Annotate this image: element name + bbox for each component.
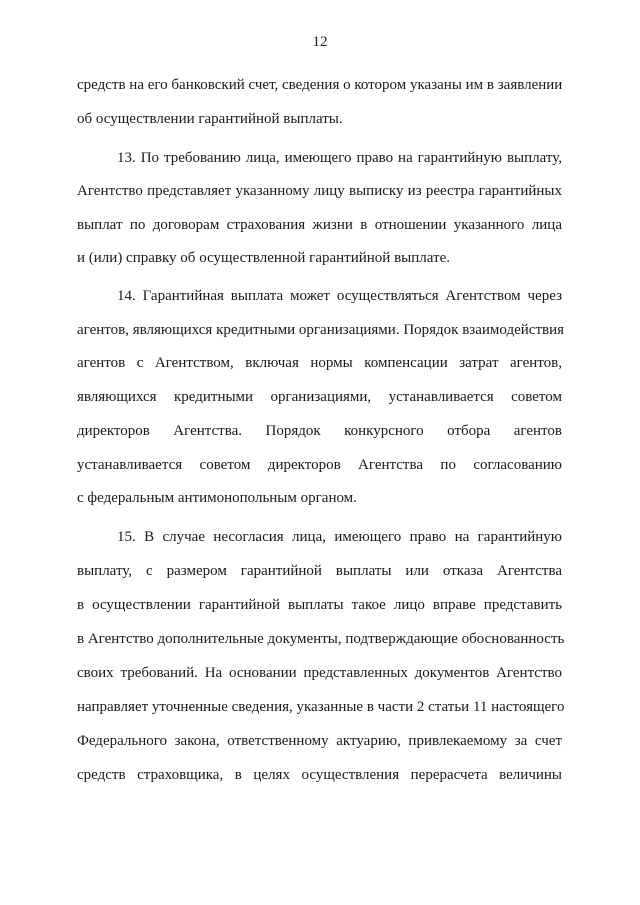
text-line: агентов, являющихся кредитными организациями. Порядок взаимодействия bbox=[77, 322, 565, 338]
text-line: в осуществлении гарантийной выплаты такое лицо вправе представить bbox=[77, 597, 562, 613]
text-line: в Агентство дополнительные документы, подтверждающие обоснованность bbox=[77, 631, 565, 647]
text-line: агентов с Агентством, включая нормы компенсации затрат агентов, bbox=[77, 355, 562, 371]
text-line: и (или) справку об осуществленной гарантийной выплате. bbox=[77, 250, 450, 266]
text-line: выплату, с размером гарантийной выплаты или отказа Агентства bbox=[77, 563, 562, 579]
text-line: Агентство представляет указанному лицу выписку из реестра гарантийных bbox=[77, 183, 562, 199]
text-line: устанавливается советом директоров Агентства по согласованию bbox=[77, 457, 562, 473]
text-line: 14. Гарантийная выплата может осуществляться Агентством через bbox=[117, 288, 562, 304]
text-line: 13. По требованию лица, имеющего право на гарантийную выплату, bbox=[117, 150, 562, 166]
text-line: своих требований. На основании представленных документов Агентство bbox=[77, 665, 562, 681]
text-line: директоров Агентства. Порядок конкурсного отбора агентов bbox=[77, 423, 562, 439]
text-line: об осуществлении гарантийной выплаты. bbox=[77, 111, 343, 127]
text-line: Федерального закона, ответственному актуарию, привлекаемому за счет bbox=[77, 733, 562, 749]
text-line: выплат по договорам страхования жизни в отношении указанного лица bbox=[77, 217, 562, 233]
text-line: средств страховщика, в целях осуществления перерасчета величины bbox=[77, 767, 562, 783]
text-line: средств на его банковский счет, сведения о котором указаны им в заявлении bbox=[77, 77, 563, 93]
page-number: 12 bbox=[312, 34, 328, 50]
text-line: направляет уточненные сведения, указанные в части 2 статьи 11 настоящего bbox=[77, 699, 565, 715]
text-line: являющихся кредитными организациями, устанавливается советом bbox=[77, 389, 562, 405]
text-line: с федеральным антимонопольным органом. bbox=[77, 490, 357, 506]
text-line: 15. В случае несогласия лица, имеющего право на гарантийную bbox=[117, 529, 562, 545]
